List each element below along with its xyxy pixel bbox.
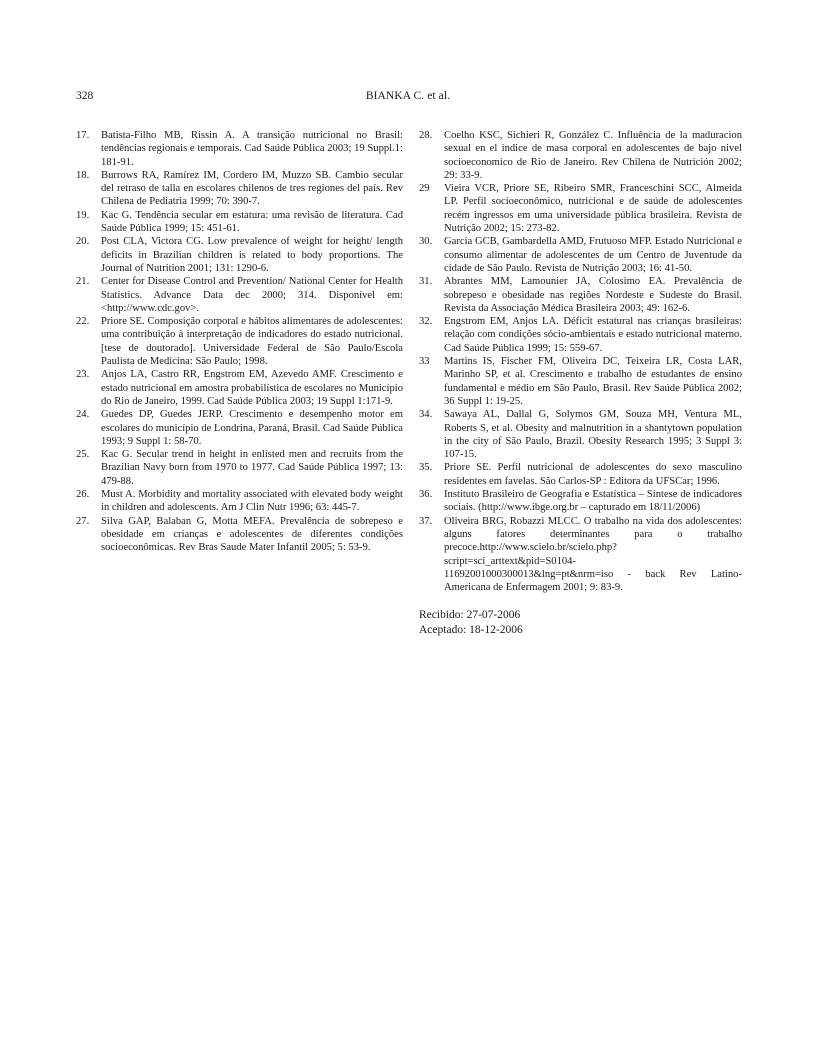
reference-number: 28. bbox=[419, 130, 433, 141]
reference-item bbox=[76, 209, 403, 236]
reference-number: 20. bbox=[76, 236, 90, 248]
reference-text: Post CLA, Victora CG. Low prevalence of weight for height/ length deficits in Brazilian children is related to body proportions. The Journal of Nutrition 2001; 131: 1290-6. bbox=[101, 236, 403, 274]
reference-text: Sawaya AL, Dallal G, Solymos GM, Souza MH, Ventura ML, Roberts S, et al. Obesity and malnutrition in a shantytown population in the city of São Paulo, Brazil. Obesity Research 1995; 3 Suppl 3: 107-15. bbox=[444, 409, 742, 461]
reference-number: 33 bbox=[419, 356, 430, 368]
reference-text: Center for Disease Control and Prevention/ National Center for Health Statistics. Advance Data dec 2000; 314. Disponível em: <http://www.cdc.gov>. bbox=[101, 276, 403, 314]
reference-text: Oliveira BRG, Robazzi MLCC. O trabalho na vida dos adolescentes: alguns fatores determinantes para o trabalho precoce.http://www.scielo.br/scielo.php?script=sci_arttext&pid=S0104-11692001000300013&lng=pt&nrm=iso - back Rev Latino-Americana de Enfermagem 2001; 9: 83-9. bbox=[444, 515, 742, 594]
reference-item bbox=[419, 515, 742, 595]
reference-number: 35. bbox=[419, 462, 433, 474]
reference-item bbox=[76, 368, 403, 408]
reference-text: Kac G. Tendência secular em estatura: uma revisão de literatura. Cad Saúde Pública 1999; 15: 451-61. bbox=[101, 209, 403, 235]
reference-item bbox=[76, 275, 403, 315]
reference-number: 23. bbox=[76, 369, 90, 381]
reference-text: Garcia GCB, Gambardella AMD, Frutuoso MFP. Estado Nutricional e consumo alimentar de adolescentes de um Centro de Juventude da cidade de São Paulo. Revista de Nutrição 2003; 16: 41-50. bbox=[444, 236, 742, 274]
received-date: Recibido: 27-07-2006 bbox=[419, 609, 521, 622]
reference-text: Martins IS, Fischer FM, Oliveira DC, Teixeira LR, Costa LAR, Marinho SP, et al. Crescimento e trabalho de estudantes de ensino fundamental e médio em São Paulo, Brasil. Rev Saúde Pública 2002; 36 Suppl 1: 19-25. bbox=[444, 356, 742, 407]
reference-number: 30. bbox=[419, 236, 433, 248]
reference-number: 24. bbox=[76, 409, 90, 421]
reference-number: 36. bbox=[419, 489, 433, 501]
reference-text: Engstrom EM, Anjos LA. Déficit estatural nas crianças brasileiras: relação com condições sócio-ambientais e estado nutricional materno. Cad Saúde Pública 1999; 15: 559-67. bbox=[444, 316, 742, 354]
reference-item bbox=[76, 448, 403, 488]
reference-text: Vieira VCR, Priore SE, Ribeiro SMR, Franceschini SCC, Almeida LP. Perfil socioeconômico, nutricional e de saúde de adolescentes recém ingressos em uma universidade pública brasileira. Revista de Nutrição 2002; 15: 273-82. bbox=[444, 183, 742, 235]
reference-text: Anjos LA, Castro RR, Engstrom EM, Azevedo AMF. Crescimento e estado nutricional em amostra probabilística de escolares no Município do Rio de Janeiro, 1999. Cad Saúde Pública 2003; 19 Suppl 1:171-9. bbox=[101, 369, 403, 407]
reference-number: 17. bbox=[76, 130, 90, 141]
reference-text: Kac G. Secular trend in height in enlisted men and recruits from the Brazilian Navy born from 1970 to 1977. Cad Saúde Pública 1997; 13: 479-88. bbox=[101, 449, 403, 487]
reference-text: Guedes DP, Guedes JERP. Crescimento e desempenho motor em escolares do município de Londrina, Paraná, Brasil. Cad Saúde Pública 1993; 9 Suppl 1: 58-70. bbox=[101, 409, 403, 447]
reference-number: 37. bbox=[419, 515, 433, 527]
reference-number: 34. bbox=[419, 409, 433, 421]
reference-item bbox=[419, 488, 742, 515]
reference-number: 26. bbox=[76, 489, 90, 501]
reference-item bbox=[76, 169, 403, 209]
reference-text: Priore SE. Composição corporal e hábitos alimentares de adolescentes: uma contribuição à interpretação de indicadores do estado nutricional. [tese de doutorado]. Universidade Federal de São Paulo/Escola Paulista de Medicina: São Paulo; 1998. bbox=[101, 316, 403, 368]
reference-number: 31. bbox=[419, 276, 433, 288]
reference-number: 21. bbox=[76, 276, 90, 288]
reference-item bbox=[419, 315, 742, 355]
reference-text: Coelho KSC, Sichieri R, González C. Influência de la maduracion sexual en el indice de masa corporal en adolescentes de bajo nivel socioeconomico de Rio de Janeiro. Rev Chilena de Nutrición 2002; 29: 33-9. bbox=[444, 130, 742, 181]
reference-number: 27. bbox=[76, 515, 90, 527]
reference-text: Must A. Morbidity and mortality associated with elevated body weight in children and adolescents. Am J Clin Nutr 1996; 63: 445-7. bbox=[101, 489, 403, 514]
reference-number: 25. bbox=[76, 449, 90, 461]
reference-number: 22. bbox=[76, 316, 90, 328]
reference-number: 29 bbox=[419, 183, 430, 195]
reference-item bbox=[76, 315, 403, 368]
accepted-date: Aceptado: 18-12-2006 bbox=[419, 624, 523, 637]
reference-item bbox=[76, 408, 403, 448]
reference-item bbox=[76, 235, 403, 275]
reference-number: 19. bbox=[76, 209, 90, 221]
reference-item bbox=[419, 275, 742, 315]
reference-item bbox=[76, 488, 403, 515]
reference-item bbox=[419, 235, 742, 275]
reference-item bbox=[419, 461, 742, 488]
reference-number: 18. bbox=[76, 169, 90, 181]
submission-dates bbox=[419, 608, 742, 638]
reference-text: Batista-Filho MB, Rissin A. A transição nutricional no Brasil: tendências regionais e temporais. Cad Saúde Pública 2003; 19 Suppl.1: 181-91. bbox=[101, 130, 403, 168]
reference-item bbox=[419, 408, 742, 461]
running-title: BIANKA C. et al. bbox=[365, 90, 451, 102]
reference-item bbox=[419, 355, 742, 408]
reference-text: Priore SE. Perfil nutricional de adolescentes do sexo masculino residentes em favelas. São Carlos-SP : Editora da UFSCar; 1996. bbox=[444, 462, 742, 487]
reference-item bbox=[76, 129, 403, 169]
reference-number: 32. bbox=[419, 316, 433, 328]
reference-text: Silva GAP, Balaban G, Motta MEFA. Prevalência de sobrepeso e obesidade em crianças e adolescentes de diferentes condições socioeconômicas. Rev Bras Saude Mater Infantil 2005; 5: 53-9. bbox=[101, 515, 403, 554]
reference-text: Abrantes MM, Lamounier JA, Colosimo EA. Prevalência de sobrepeso e obesidade nas regiões Nordeste e Sudeste do Brasil. Revista da Associação Médica Brasileira 2003; 49: 162-6. bbox=[444, 276, 742, 314]
reference-text: Instituto Brasileiro de Geografia e Estatística – Síntese de indicadores sociais. (http://www.ibge.org.br – capturado em 18/11/2006) bbox=[444, 489, 742, 514]
references-left-column bbox=[76, 129, 403, 555]
page-number: 328 bbox=[76, 90, 94, 102]
reference-item bbox=[76, 515, 403, 555]
reference-text: Burrows RA, Ramírez IM, Cordero IM, Muzzo SB. Cambio secular del retraso de talla en escolares chilenos de tres regiones del país. Rev Chilena de Pediatria 1999; 70: 390-7. bbox=[101, 169, 403, 208]
reference-item bbox=[419, 129, 742, 182]
reference-item bbox=[419, 182, 742, 235]
references-right-column bbox=[419, 129, 742, 638]
